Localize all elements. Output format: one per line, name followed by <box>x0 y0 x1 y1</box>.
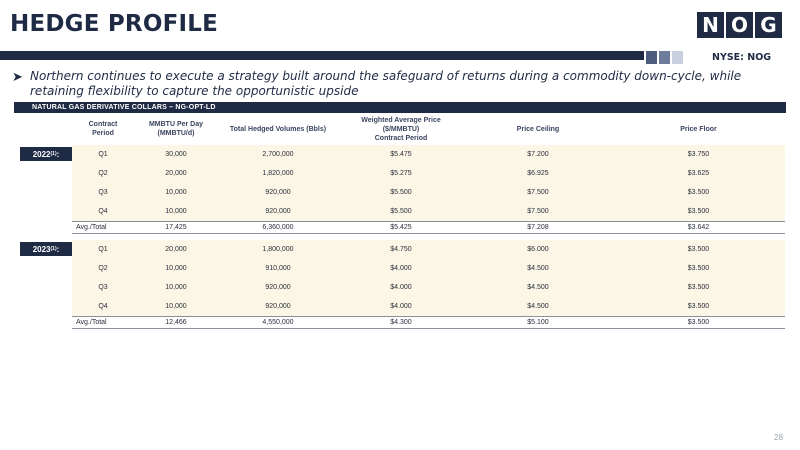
table-row <box>72 164 785 183</box>
table-cell: 2,700,000 <box>262 151 294 158</box>
column-header: Contract Period <box>88 121 118 137</box>
year-suffix: : <box>56 244 60 254</box>
table-cell: 10,000 <box>165 265 187 272</box>
footnote-marker: (1) <box>50 246 57 252</box>
table-cell: $3.500 <box>687 319 710 326</box>
decor-square <box>646 51 657 64</box>
table-cell: $7.200 <box>527 151 549 158</box>
table-cell: $5.425 <box>390 224 412 231</box>
page-number: 28 <box>774 433 783 442</box>
total-row <box>72 221 785 234</box>
table-cell: Q2 <box>98 265 108 272</box>
table-cell: $7.500 <box>527 208 549 215</box>
table-cell: $3.642 <box>687 224 710 231</box>
bullet-text: Northern continues to execute a strategy built around the safeguard of returns during a commodity down-cycle, while retaining flexibility to capture the opportunistic upside <box>30 69 742 98</box>
table-cell: Q4 <box>98 303 108 310</box>
table-cell: $4.000 <box>390 265 412 272</box>
table-cell: $3.500 <box>687 189 710 196</box>
column-header: Weighted Average Price ($/MMBTU) Contract Period <box>361 116 441 142</box>
title-underline-bar <box>0 51 644 60</box>
table-cell: $4.000 <box>390 284 412 291</box>
table-cell: $6.925 <box>527 170 549 177</box>
table-cell: 910,000 <box>265 265 291 272</box>
table-cell: $5.275 <box>390 170 412 177</box>
summary-bullet <box>12 69 782 99</box>
table-cell: Q2 <box>98 170 108 177</box>
column-header: Price Ceiling <box>516 125 560 133</box>
table-cell: $4.300 <box>390 319 412 326</box>
table-cell: $5.500 <box>390 208 412 215</box>
year-label <box>20 242 72 256</box>
year-suffix: : <box>56 149 60 159</box>
table-cell: 10,000 <box>165 189 187 196</box>
table-row <box>72 145 785 164</box>
table-cell: $5.500 <box>390 189 412 196</box>
logo-letter: O <box>726 12 753 38</box>
table-cell: Q3 <box>98 189 108 196</box>
table-cell: $3.500 <box>687 208 710 215</box>
table-cell: $7.500 <box>527 189 549 196</box>
table-cell: $6.000 <box>527 246 549 253</box>
table-row <box>72 240 785 259</box>
table-row <box>72 183 785 202</box>
table-cell: 4,550,000 <box>262 319 294 326</box>
table-row <box>72 278 785 297</box>
table-cell: $3.625 <box>687 170 710 177</box>
table-cell: 17,425 <box>165 224 187 231</box>
decor-square <box>672 51 683 64</box>
total-row <box>72 316 785 329</box>
year-text: 2022 <box>32 149 51 159</box>
company-logo <box>697 12 782 38</box>
table-cell: 920,000 <box>265 189 291 196</box>
table-header-bar: NATURAL GAS DERIVATIVE COLLARS – NG-OPT-LD <box>14 102 786 113</box>
table-cell: $3.500 <box>687 284 710 291</box>
table-cell: 10,000 <box>165 303 187 310</box>
table-cell: Q3 <box>98 284 108 291</box>
table-cell: 10,000 <box>165 208 187 215</box>
table-row <box>72 259 785 278</box>
table-cell: 30,000 <box>165 151 187 158</box>
logo-letter: G <box>755 12 782 38</box>
logo-letter: N <box>697 12 724 38</box>
stock-ticker: NYSE: NOG <box>712 52 772 63</box>
table-cell: $4.750 <box>390 246 412 253</box>
table-cell: 920,000 <box>265 208 291 215</box>
table-cell: $4.500 <box>527 303 549 310</box>
table-row <box>72 297 785 316</box>
column-headers <box>0 113 800 145</box>
column-header: Total Hedged Volumes (Bbls) <box>229 125 327 133</box>
decorative-squares <box>646 51 683 64</box>
table-cell: $3.500 <box>687 265 710 272</box>
table-cell: Q1 <box>98 151 108 158</box>
table-cell: $7.208 <box>527 224 549 231</box>
year-label <box>20 147 72 161</box>
table-cell: Q4 <box>98 208 108 215</box>
arrow-bullet-icon: ➤ <box>12 69 23 84</box>
table-cell: 920,000 <box>265 303 291 310</box>
table-cell: $5.475 <box>390 151 412 158</box>
table-cell: 6,360,000 <box>262 224 294 231</box>
table-cell: Avg./Total <box>76 319 107 326</box>
table-cell: $3.500 <box>687 303 710 310</box>
table-cell: $3.750 <box>687 151 710 158</box>
table-cell: 1,820,000 <box>262 170 294 177</box>
table-cell: $5.100 <box>527 319 549 326</box>
decor-square <box>659 51 670 64</box>
table-cell: 10,000 <box>165 284 187 291</box>
table-row <box>72 202 785 221</box>
table-cell: $4.500 <box>527 265 549 272</box>
table-cell: $4.000 <box>390 303 412 310</box>
footnote-marker: (1) <box>50 151 57 157</box>
table-cell: 1,800,000 <box>262 246 294 253</box>
column-header: Price Floor <box>680 125 717 133</box>
year-text: 2023 <box>32 244 51 254</box>
slide-title: HEDGE PROFILE <box>10 11 219 37</box>
column-header: MMBTU Per Day (MMBTU/d) <box>148 121 204 137</box>
table-cell: $3.500 <box>687 246 710 253</box>
table-cell: 12,466 <box>165 319 187 326</box>
table-cell: Avg./Total <box>76 224 107 231</box>
table-cell: $4.500 <box>527 284 549 291</box>
table-cell: 920,000 <box>265 284 291 291</box>
table-cell: Q1 <box>98 246 108 253</box>
table-cell: 20,000 <box>165 246 187 253</box>
table-cell: 20,000 <box>165 170 187 177</box>
